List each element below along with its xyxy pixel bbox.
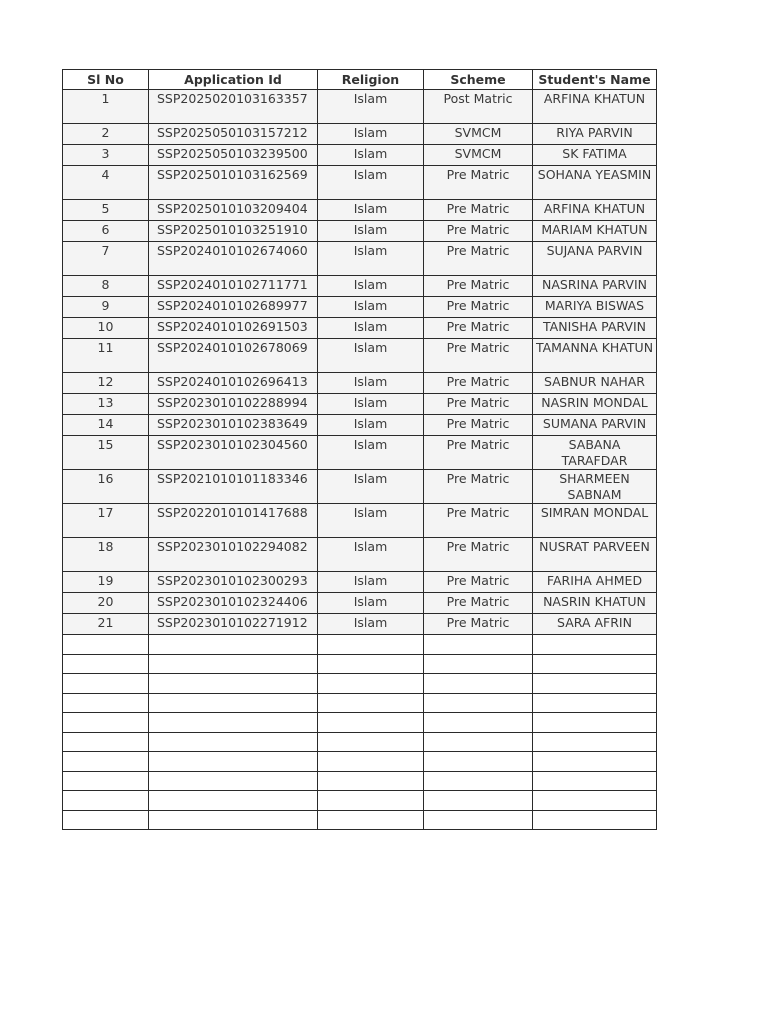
sl-no-cell: 11: [63, 339, 149, 373]
empty-row: [63, 771, 657, 791]
application-id-cell: SSP2023010102324406: [149, 593, 318, 614]
religion-cell: Islam: [318, 394, 424, 415]
empty-cell: [533, 810, 657, 830]
table-row: [63, 124, 657, 145]
student-name-cell: SARA AFRIN: [533, 614, 657, 635]
application-id-cell: SSP2022010101417688: [149, 504, 318, 538]
religion-cell: Islam: [318, 373, 424, 394]
empty-cell: [533, 635, 657, 655]
table-row: [63, 297, 657, 318]
student-name-cell: NASRIN KHATUN: [533, 593, 657, 614]
scheme-cell: Pre Matric: [424, 276, 533, 297]
student-name-cell: TAMANNA KHATUN: [533, 339, 657, 373]
table-row: [63, 200, 657, 221]
religion-cell: Islam: [318, 614, 424, 635]
empty-row: [63, 732, 657, 752]
application-id-cell: SSP2023010102294082: [149, 538, 318, 572]
empty-cell: [424, 791, 533, 811]
empty-cell: [149, 771, 318, 791]
application-id-cell: SSP2024010102674060: [149, 242, 318, 276]
student-name-cell: ARFINA KHATUN: [533, 200, 657, 221]
scheme-cell: Pre Matric: [424, 614, 533, 635]
religion-cell: Islam: [318, 297, 424, 318]
table-row: [63, 318, 657, 339]
scheme-cell: SVMCM: [424, 145, 533, 166]
student-name-cell: RIYA PARVIN: [533, 124, 657, 145]
scheme-cell: SVMCM: [424, 124, 533, 145]
table-row: [63, 166, 657, 200]
empty-cell: [533, 791, 657, 811]
empty-cell: [533, 771, 657, 791]
religion-cell: Islam: [318, 124, 424, 145]
empty-cell: [149, 635, 318, 655]
student-name-cell: NASRIN MONDAL: [533, 394, 657, 415]
application-id-cell: SSP2024010102696413: [149, 373, 318, 394]
empty-row: [63, 810, 657, 830]
application-id-cell: SSP2025050103239500: [149, 145, 318, 166]
students-table: [62, 69, 657, 830]
religion-cell: Islam: [318, 200, 424, 221]
table-row: [63, 373, 657, 394]
empty-cell: [424, 732, 533, 752]
table-body: [63, 90, 657, 830]
col-header-religion: Religion: [318, 70, 424, 90]
student-name-cell: FARIHA AHMED: [533, 572, 657, 593]
empty-cell: [424, 674, 533, 694]
table-row: [63, 221, 657, 242]
empty-cell: [533, 713, 657, 733]
empty-cell: [424, 713, 533, 733]
application-id-cell: SSP2025050103157212: [149, 124, 318, 145]
scheme-cell: Pre Matric: [424, 200, 533, 221]
empty-cell: [63, 713, 149, 733]
empty-cell: [533, 732, 657, 752]
scheme-cell: Pre Matric: [424, 538, 533, 572]
student-name-cell: SHARMEEN SABNAM: [533, 470, 657, 504]
empty-cell: [424, 771, 533, 791]
table-row: [63, 614, 657, 635]
empty-cell: [63, 732, 149, 752]
empty-cell: [318, 713, 424, 733]
sl-no-cell: 16: [63, 470, 149, 504]
sl-no-cell: 14: [63, 415, 149, 436]
religion-cell: Islam: [318, 145, 424, 166]
scheme-cell: Pre Matric: [424, 572, 533, 593]
empty-cell: [318, 732, 424, 752]
empty-row: [63, 713, 657, 733]
student-name-cell: TANISHA PARVIN: [533, 318, 657, 339]
empty-cell: [149, 810, 318, 830]
empty-cell: [424, 635, 533, 655]
sl-no-cell: 12: [63, 373, 149, 394]
empty-cell: [318, 693, 424, 713]
religion-cell: Islam: [318, 572, 424, 593]
scheme-cell: Pre Matric: [424, 318, 533, 339]
sl-no-cell: 13: [63, 394, 149, 415]
scheme-cell: Pre Matric: [424, 242, 533, 276]
scheme-cell: Pre Matric: [424, 339, 533, 373]
student-name-cell: NUSRAT PARVEEN: [533, 538, 657, 572]
empty-cell: [318, 752, 424, 772]
empty-cell: [318, 654, 424, 674]
religion-cell: Islam: [318, 339, 424, 373]
table-row: [63, 415, 657, 436]
student-name-cell: MARIAM KHATUN: [533, 221, 657, 242]
student-name-cell: NASRINA PARVIN: [533, 276, 657, 297]
religion-cell: Islam: [318, 242, 424, 276]
sl-no-cell: 10: [63, 318, 149, 339]
scheme-cell: Pre Matric: [424, 470, 533, 504]
table-row: [63, 436, 657, 470]
empty-cell: [149, 693, 318, 713]
empty-cell: [63, 635, 149, 655]
scheme-cell: Pre Matric: [424, 297, 533, 318]
sl-no-cell: 21: [63, 614, 149, 635]
table-row: [63, 593, 657, 614]
student-name-cell: SABANA TARAFDAR: [533, 436, 657, 470]
table-row: [63, 339, 657, 373]
application-id-cell: SSP2024010102689977: [149, 297, 318, 318]
student-name-cell: ARFINA KHATUN: [533, 90, 657, 124]
empty-cell: [318, 810, 424, 830]
student-name-cell: SOHANA YEASMIN: [533, 166, 657, 200]
application-id-cell: SSP2023010102271912: [149, 614, 318, 635]
empty-cell: [318, 674, 424, 694]
application-id-cell: SSP2021010101183346: [149, 470, 318, 504]
empty-cell: [149, 713, 318, 733]
col-header-sl-no: Sl No: [63, 70, 149, 90]
empty-cell: [149, 732, 318, 752]
student-name-cell: SIMRAN MONDAL: [533, 504, 657, 538]
student-name-cell: SUMANA PARVIN: [533, 415, 657, 436]
empty-row: [63, 674, 657, 694]
scheme-cell: Pre Matric: [424, 504, 533, 538]
empty-cell: [424, 693, 533, 713]
table-row: [63, 572, 657, 593]
empty-cell: [424, 752, 533, 772]
table-row: [63, 394, 657, 415]
empty-cell: [533, 674, 657, 694]
religion-cell: Islam: [318, 504, 424, 538]
sl-no-cell: 9: [63, 297, 149, 318]
religion-cell: Islam: [318, 415, 424, 436]
empty-cell: [533, 654, 657, 674]
empty-cell: [424, 810, 533, 830]
religion-cell: Islam: [318, 166, 424, 200]
empty-cell: [63, 674, 149, 694]
scheme-cell: Pre Matric: [424, 415, 533, 436]
application-id-cell: SSP2025010103162569: [149, 166, 318, 200]
empty-row: [63, 791, 657, 811]
empty-row: [63, 654, 657, 674]
scheme-cell: Pre Matric: [424, 436, 533, 470]
sl-no-cell: 5: [63, 200, 149, 221]
application-id-cell: SSP2024010102711771: [149, 276, 318, 297]
sl-no-cell: 2: [63, 124, 149, 145]
student-name-cell: SK FATIMA: [533, 145, 657, 166]
sl-no-cell: 1: [63, 90, 149, 124]
student-name-cell: SUJANA PARVIN: [533, 242, 657, 276]
empty-cell: [424, 654, 533, 674]
student-name-cell: MARIYA BISWAS: [533, 297, 657, 318]
religion-cell: Islam: [318, 276, 424, 297]
table-row: [63, 470, 657, 504]
application-id-cell: SSP2023010102300293: [149, 572, 318, 593]
col-header-scheme: Scheme: [424, 70, 533, 90]
empty-cell: [318, 635, 424, 655]
col-header-application-id: Application Id: [149, 70, 318, 90]
table-row: [63, 90, 657, 124]
sl-no-cell: 18: [63, 538, 149, 572]
application-id-cell: SSP2023010102304560: [149, 436, 318, 470]
empty-cell: [63, 752, 149, 772]
religion-cell: Islam: [318, 90, 424, 124]
col-header-student-name: Student's Name: [533, 70, 657, 90]
religion-cell: Islam: [318, 538, 424, 572]
empty-cell: [149, 674, 318, 694]
table-row: [63, 538, 657, 572]
scheme-cell: Pre Matric: [424, 221, 533, 242]
sl-no-cell: 4: [63, 166, 149, 200]
scheme-cell: Pre Matric: [424, 166, 533, 200]
application-id-cell: SSP2023010102383649: [149, 415, 318, 436]
empty-cell: [63, 654, 149, 674]
religion-cell: Islam: [318, 221, 424, 242]
religion-cell: Islam: [318, 593, 424, 614]
scheme-cell: Pre Matric: [424, 373, 533, 394]
application-id-cell: SSP2024010102678069: [149, 339, 318, 373]
scheme-cell: Post Matric: [424, 90, 533, 124]
sl-no-cell: 17: [63, 504, 149, 538]
table-row: [63, 504, 657, 538]
empty-cell: [63, 810, 149, 830]
application-id-cell: SSP2025010103209404: [149, 200, 318, 221]
religion-cell: Islam: [318, 470, 424, 504]
sl-no-cell: 7: [63, 242, 149, 276]
empty-row: [63, 752, 657, 772]
empty-cell: [63, 771, 149, 791]
application-id-cell: SSP2025010103251910: [149, 221, 318, 242]
empty-cell: [533, 693, 657, 713]
religion-cell: Islam: [318, 436, 424, 470]
empty-cell: [63, 791, 149, 811]
header-row: [63, 70, 657, 90]
sl-no-cell: 19: [63, 572, 149, 593]
sl-no-cell: 3: [63, 145, 149, 166]
student-name-cell: SABNUR NAHAR: [533, 373, 657, 394]
table-row: [63, 242, 657, 276]
sl-no-cell: 6: [63, 221, 149, 242]
empty-cell: [318, 771, 424, 791]
empty-cell: [149, 752, 318, 772]
application-id-cell: SSP2025020103163357: [149, 90, 318, 124]
table-row: [63, 276, 657, 297]
empty-cell: [533, 752, 657, 772]
empty-cell: [149, 654, 318, 674]
scheme-cell: Pre Matric: [424, 593, 533, 614]
sl-no-cell: 8: [63, 276, 149, 297]
application-id-cell: SSP2023010102288994: [149, 394, 318, 415]
empty-cell: [63, 693, 149, 713]
empty-row: [63, 635, 657, 655]
scheme-cell: Pre Matric: [424, 394, 533, 415]
sl-no-cell: 20: [63, 593, 149, 614]
table-row: [63, 145, 657, 166]
empty-cell: [149, 791, 318, 811]
empty-row: [63, 693, 657, 713]
empty-cell: [318, 791, 424, 811]
religion-cell: Islam: [318, 318, 424, 339]
sl-no-cell: 15: [63, 436, 149, 470]
application-id-cell: SSP2024010102691503: [149, 318, 318, 339]
